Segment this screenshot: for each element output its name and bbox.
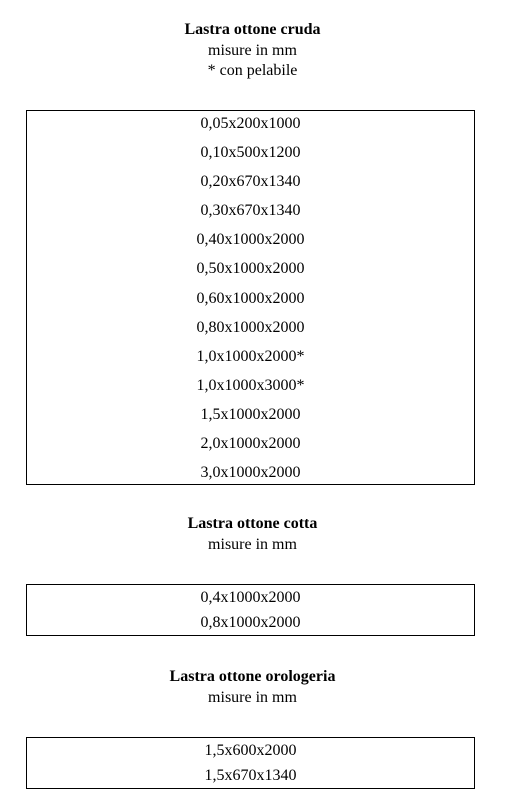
size-row: 1,0x1000x2000* <box>196 347 305 365</box>
size-row: 0,8x1000x2000 <box>200 614 301 631</box>
size-row: 1,0x1000x3000* <box>196 376 305 394</box>
size-row: 1,5x1000x2000 <box>200 405 301 423</box>
size-row: 0,60x1000x2000 <box>196 289 305 307</box>
size-row: 1,5x670x1340 <box>204 767 297 784</box>
size-row: 3,0x1000x2000 <box>200 464 301 482</box>
size-table-cotta <box>26 584 475 636</box>
section-heading-orologeria <box>0 667 505 708</box>
section-subtitle: misure in mm <box>208 41 297 59</box>
size-table-cruda <box>26 110 475 485</box>
section-title: Lastra ottone cruda <box>184 21 321 38</box>
section-subtitle: misure in mm <box>208 535 297 553</box>
size-row: 1,5x600x2000 <box>204 742 297 759</box>
section-subtitle: misure in mm <box>208 688 297 706</box>
size-row: 0,10x500x1200 <box>200 144 301 162</box>
size-table-orologeria <box>26 737 475 789</box>
size-row: 0,05x200x1000 <box>200 115 301 132</box>
section-title: Lastra ottone orologeria <box>169 668 336 685</box>
size-row: 0,80x1000x2000 <box>196 318 305 336</box>
size-row: 2,0x1000x2000 <box>200 435 301 453</box>
section-note: * con pelabile <box>207 62 298 79</box>
size-row: 0,30x670x1340 <box>200 202 301 220</box>
section-title: Lastra ottone cotta <box>187 515 318 532</box>
size-row: 0,4x1000x2000 <box>200 589 301 606</box>
section-heading-cruda <box>0 20 505 82</box>
size-row: 0,20x670x1340 <box>200 173 301 191</box>
size-row: 0,40x1000x2000 <box>196 231 305 249</box>
size-row: 0,50x1000x2000 <box>196 260 305 278</box>
section-heading-cotta <box>0 514 505 555</box>
